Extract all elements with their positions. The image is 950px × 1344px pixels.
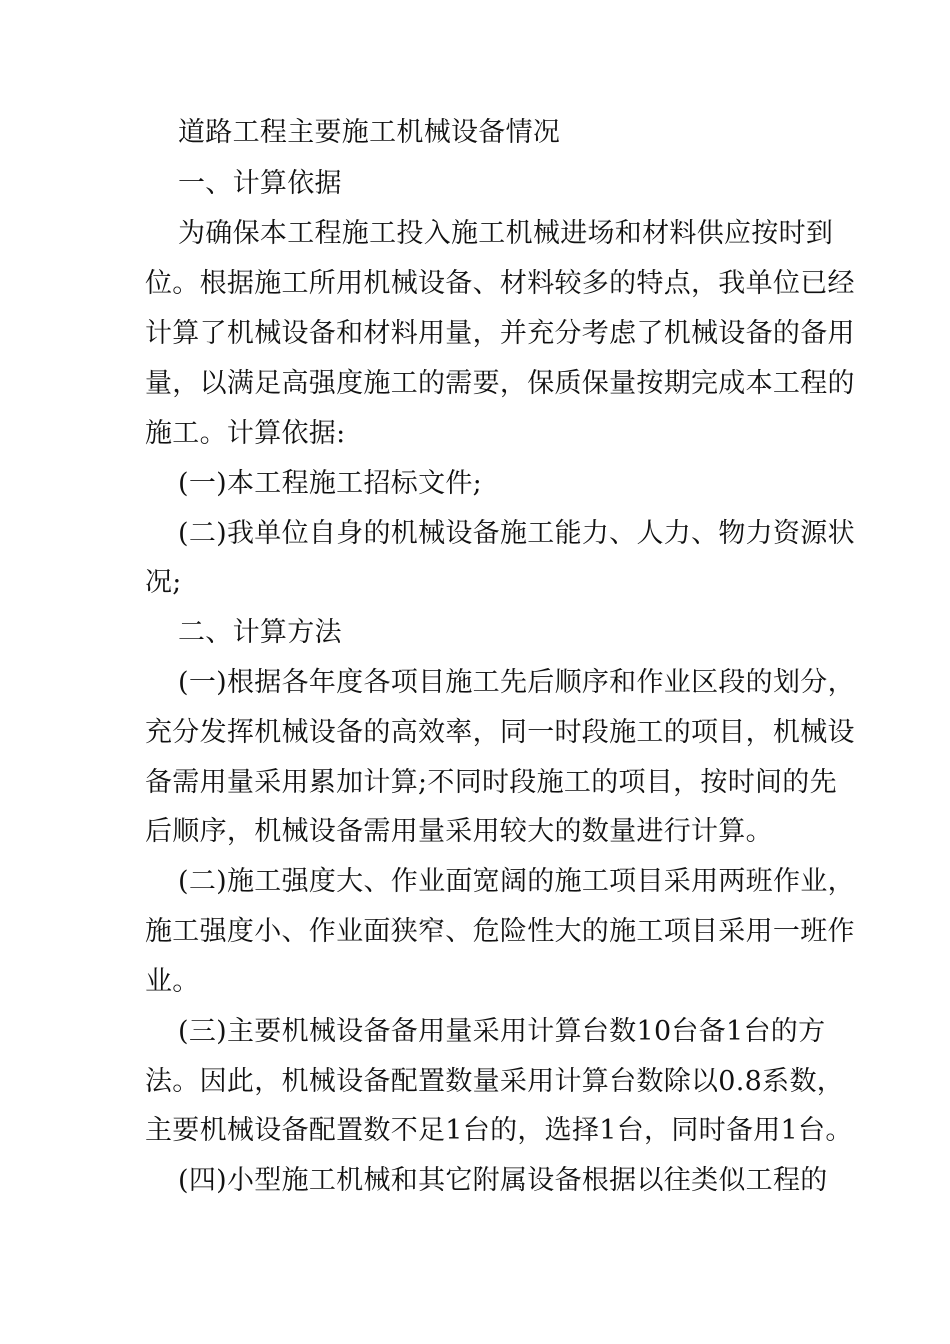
paragraph-line: 充分发挥机械设备的高效率，同一时段施工的项目，机械设 — [145, 717, 855, 748]
list-item: (二)我单位自身的机械设备施工能力、人力、物力资源状 — [178, 518, 855, 549]
paragraph-line: 业。 — [145, 966, 200, 997]
paragraph-line: 主要机械设备配置数不足1台的，选择1台，同时备用1台。 — [145, 1115, 853, 1146]
paragraph-line: 量，以满足高强度施工的需要，保质保量按期完成本工程的 — [145, 368, 855, 399]
list-item: (三)主要机械设备备用量采用计算台数10台备1台的方 — [178, 1016, 826, 1047]
list-item: (四)小型施工机械和其它附属设备根据以往类似工程的 — [178, 1165, 828, 1196]
section-heading: 二、计算方法 — [178, 617, 342, 648]
paragraph-line: 备需用量采用累加计算;不同时段施工的项目，按时间的先 — [145, 767, 837, 798]
paragraph-line: 施工。计算依据: — [145, 418, 346, 449]
paragraph-line: 施工强度小、作业面狭窄、危险性大的施工项目采用一班作 — [145, 916, 855, 947]
list-item: (一)根据各年度各项目施工先后顺序和作业区段的划分， — [178, 667, 855, 698]
paragraph-line: 后顺序，机械设备需用量采用较大的数量进行计算。 — [145, 816, 773, 847]
paragraph-line: 为确保本工程施工投入施工机械进场和材料供应按时到 — [178, 218, 834, 249]
paragraph-line: 况; — [145, 567, 182, 598]
list-item: (二)施工强度大、作业面宽阔的施工项目采用两班作业， — [178, 866, 855, 897]
section-heading: 一、计算依据 — [178, 168, 342, 199]
paragraph-line: 位。根据施工所用机械设备、材料较多的特点，我单位已经 — [145, 268, 855, 299]
document-title: 道路工程主要施工机械设备情况 — [178, 117, 561, 148]
paragraph-line: 法。因此，机械设备配置数量采用计算台数除以0.8系数， — [145, 1066, 845, 1097]
list-item: (一)本工程施工招标文件; — [178, 468, 483, 499]
paragraph-line: 计算了机械设备和材料用量，并充分考虑了机械设备的备用 — [145, 318, 855, 349]
